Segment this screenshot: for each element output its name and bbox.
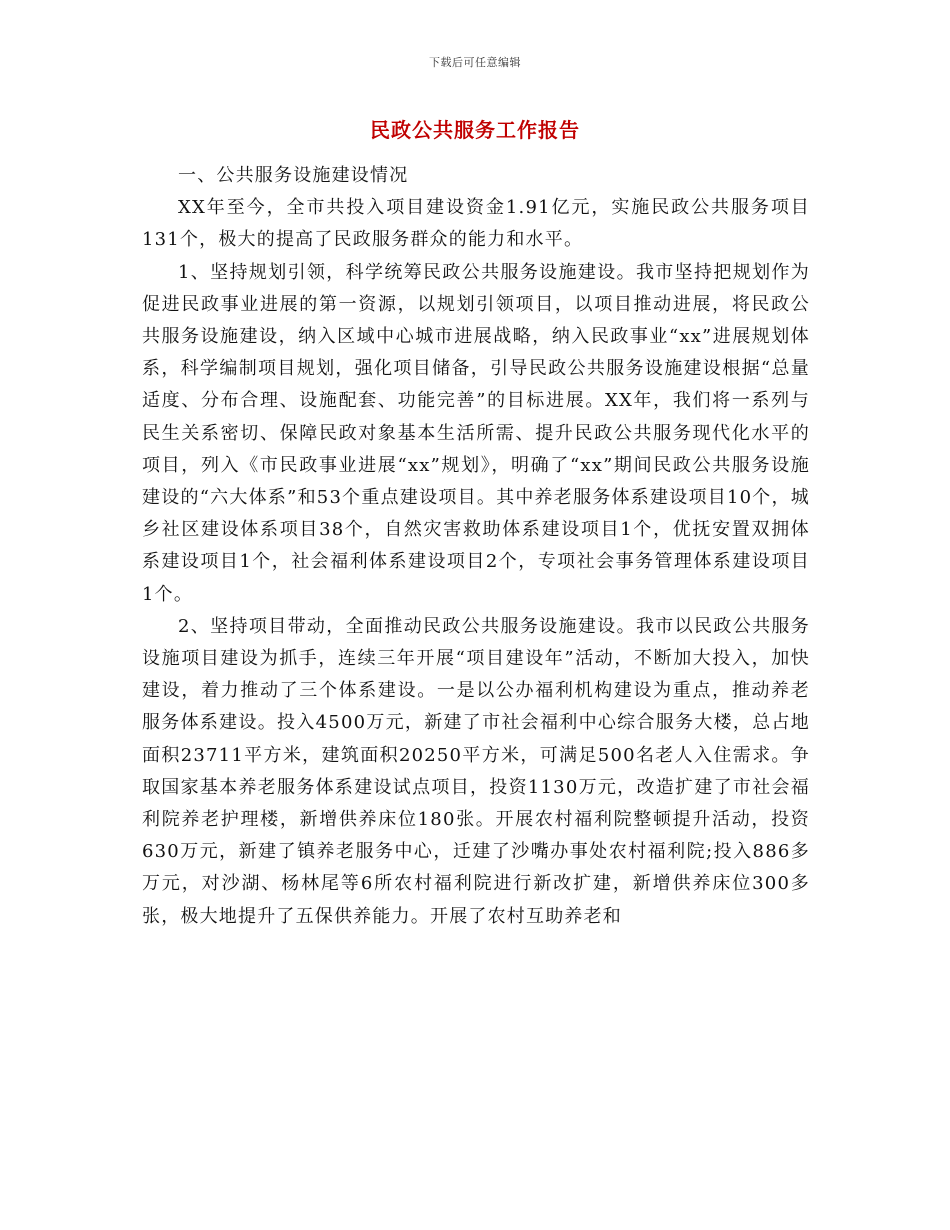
document-title: 民政公共服务工作报告 <box>370 118 580 142</box>
section-heading: 一、公共服务设施建设情况 <box>178 165 409 186</box>
document-body <box>142 160 810 933</box>
paragraph-planning: 1、坚持规划引领，科学统筹民政公共服务设施建设。我市坚持把规划作为促进民政事业进展的第一资源，以规划引领项目，以项目推动进展，将民政公共服务设施建设，纳入区域中心城市进展战略，纳入民政事业“xx”进展规划体系，科学编制项目规划，强化项目储备，引导民政公共服务设施建设根据“总量适度、分布合理、设施配套、功能完善”的目标进展。XX年，我们将一系列与民生关系密切、保障民政对象基本生活所需、提升民政公共服务现代化水平的项目，列入《市民政事业进展“xx”规划》，明确了“xx”期间民政公共服务设施建设的“六大体系”和53个重点建设项目。其中养老服务体系建设项目10个，城乡社区建设体系项目38个，自然灾害救助体系建设项目1个，优抚安置双拥体系建设项目1个，社会福利体系建设项目2个，专项社会事务管理体系建设项目1个。 <box>142 261 810 605</box>
paragraph-overview: XX年至今，全市共投入项目建设资金1.91亿元，实施民政公共服务项目131个，极大的提高了民政服务群众的能力和水平。 <box>142 197 810 251</box>
page-header-note: 下载后可任意编辑 <box>429 56 521 69</box>
paragraph-projects: 2、坚持项目带动，全面推动民政公共服务设施建设。我市以民政公共服务设施项目建设为抓手，连续三年开展“项目建设年”活动，不断加大投入，加快建设，着力推动了三个体系建设。一是以公办福利机构建设为重点，推动养老服务体系建设。投入4500万元，新建了市社会福利中心综合服务大楼，总占地面积23711平方米，建筑面积20250平方米，可满足500名老人入住需求。争取国家基本养老服务体系建设试点项目，投资1130万元，改造扩建了市社会福利院养老护理楼，新增供养床位180张。开展农村福利院整顿提升活动，投资630万元，新建了镇养老服务中心，迁建了沙嘴办事处农村福利院;投入886多万元，对沙湖、杨林尾等6所农村福利院进行新改扩建，新增供养床位300多张，极大地提升了五保供养能力。开展了农村互助养老和 <box>142 615 810 927</box>
